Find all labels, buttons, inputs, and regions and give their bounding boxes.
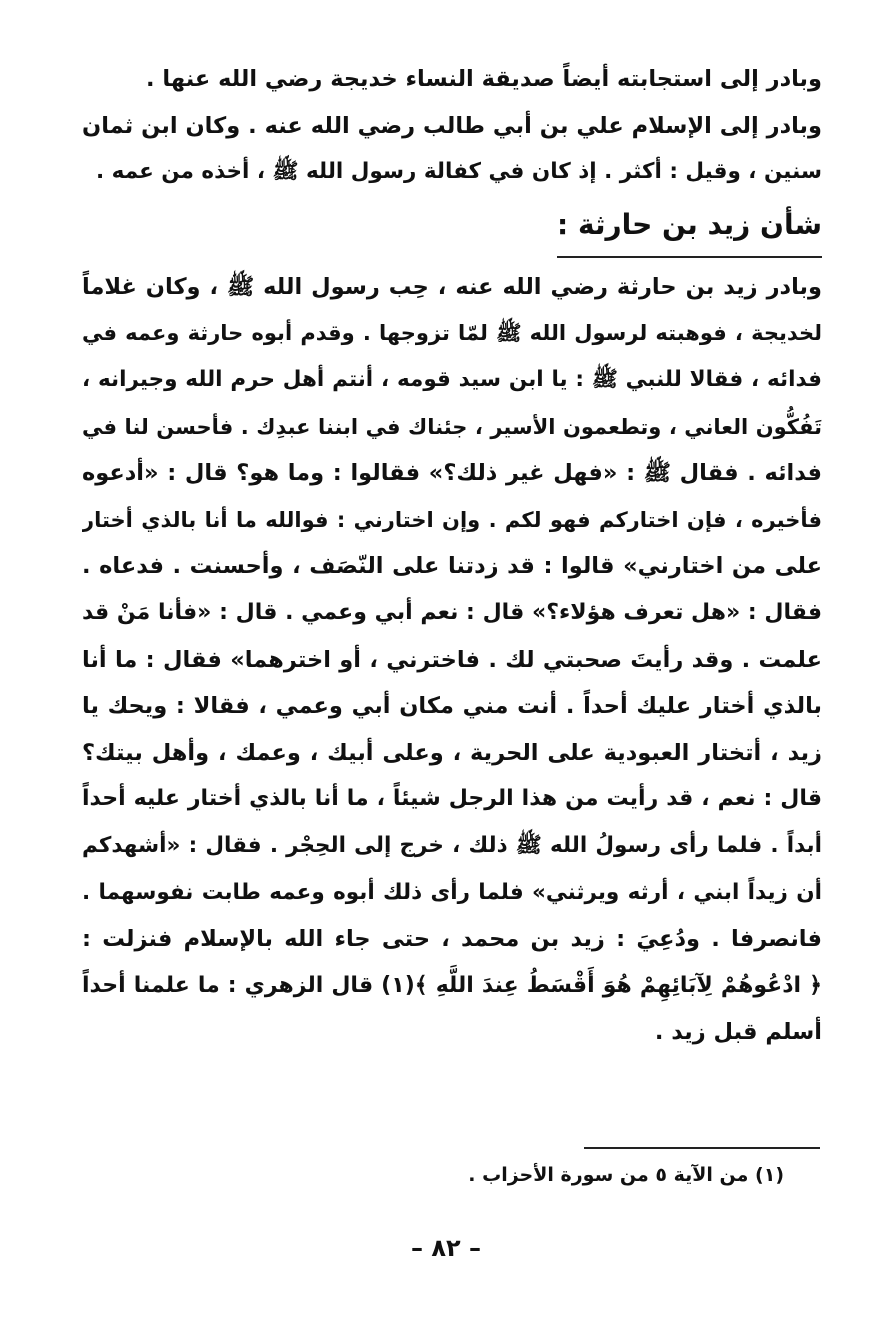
page-number: – ٨٢ –: [410, 1234, 481, 1262]
text-line: فانصرفا . ودُعِيَ : زيد بن محمد ، حتى جاء الله بالإسلام فنزلت :: [82, 926, 822, 953]
text-line: فأخيره ، فإن اختاركم فهو لكم . وإن اختارني : فوالله ما أنا بالذي أختار: [82, 507, 822, 532]
text-line: وبادر زيد بن حارثة رضي الله عنه ، حِب رسول الله ﷺ ، وكان غلاماً: [82, 273, 822, 300]
text-line: قال : نعم ، قد رأيت من هذا الرجل شيئاً ، ما أنا بالذي أختار عليه أحداً: [82, 786, 822, 812]
footnote-divider: [584, 1147, 820, 1149]
text-line: فدائه ، فقالا للنبي ﷺ : يا ابن سيد قومه ، أنتم أهل حرم الله وجيرانه ،: [82, 366, 822, 392]
text-line: تَفُكُّون العاني ، وتطعمون الأسير ، جئناك في ابننا عبدِك . فأحسن لنا في: [82, 414, 822, 439]
text-line: وبادر إلى استجابته أيضاً صديقة النساء خديجة رضي الله عنها .: [146, 66, 822, 92]
text-line: فدائه . فقال ﷺ : «فهل غير ذلك؟» فقالوا : وما هو؟ قال : «أدعوه: [82, 460, 822, 487]
text-line: وبادر إلى الإسلام علي بن أبي طالب رضي الله عنه . وكان ابن ثمان: [82, 112, 822, 139]
text-line: فقال : «هل تعرف هؤلاء؟» قال : نعم أبي وعمي . قال : «فأنا مَنْ قد: [82, 599, 822, 625]
text-line: علمت . وقد رأيتَ صحبتي لك . فاخترني ، أو اخترهما» فقال : ما أنا: [82, 646, 822, 673]
text-line: سنين ، وقيل : أكثر . إذ كان في كفالة رسول الله ﷺ ، أخذه من عمه .: [96, 159, 822, 185]
section-heading-block: [82, 200, 822, 262]
text-line: أبداً . فلما رأى رسولُ الله ﷺ ذلك ، خرج إلى الحِجْر . فقال : «أشهدكم: [82, 832, 822, 858]
body-paragraph: [82, 264, 822, 1056]
footnote: (١) من الآية ٥ من سورة الأحزاب .: [468, 1164, 784, 1186]
quran-verse-line: ﴿ ادْعُوهُمْ لِآبَائِهِمْ هُوَ أَقْسَطُ عِندَ اللَّهِ ﴾(١) قال الزهري : ما علمنا أحداً: [82, 972, 822, 998]
text-line: لخديجة ، فوهبته لرسول الله ﷺ لمّا تزوجها . وقدم أبوه حارثة وعمه في: [82, 321, 822, 346]
text-line: على من اختارني» قالوا : قد زدتنا على النّصَف ، وأحسنت . فدعاه .: [82, 553, 822, 580]
intro-paragraph: [82, 56, 822, 196]
text-line: أسلم قبل زيد .: [654, 1019, 822, 1046]
text-line: زيد ، أتختار العبودية على الحرية ، وعلى أبيك ، وعمك ، وأهل بيتك؟: [82, 739, 822, 766]
text-line: بالذي أختار عليك أحداً . أنت مني مكان أبي وعمي ، فقالا : ويحك يا: [82, 693, 822, 720]
section-heading: شأن زيد بن حارثة :: [557, 202, 822, 258]
page-content: [82, 56, 822, 1056]
text-line: أن زيداً ابني ، أرثه ويرثني» فلما رأى ذلك أبوه وعمه طابت نفوسهما .: [82, 879, 822, 905]
